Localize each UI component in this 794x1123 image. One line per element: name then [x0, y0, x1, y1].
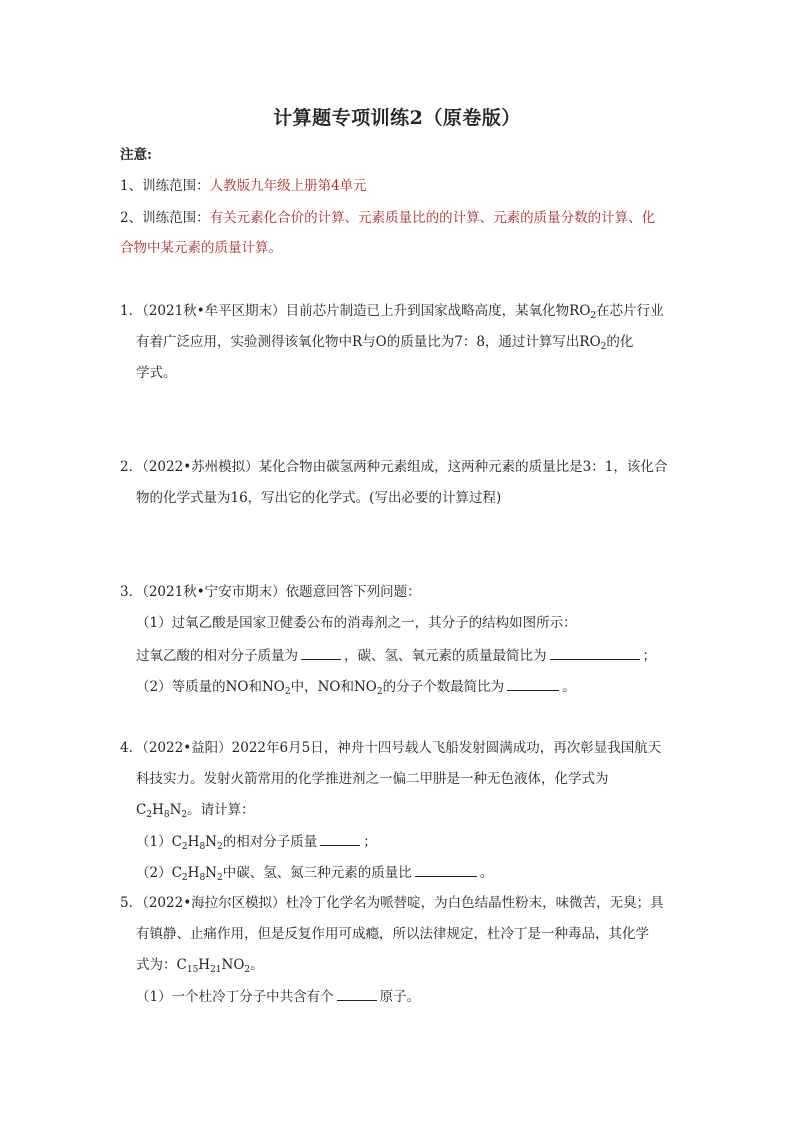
q4-text: H: [152, 802, 164, 818]
notice-item-2: [120, 209, 655, 227]
notice-item-1: [120, 177, 367, 195]
page-title: 计算题专项训练2（原卷版）: [273, 107, 521, 129]
q4-text: ；: [363, 834, 377, 850]
q3-text: （2）等质量的NO和NO: [136, 679, 285, 695]
q4-text: 的相对分子质量: [222, 834, 318, 850]
question-3-line-2: （1）过氧乙酸是国家卫健委公布的消毒剂之一，其分子的结构如图所示：: [136, 615, 577, 631]
question-1-line-3: 学式。: [136, 365, 177, 381]
question-5-line-3: [136, 956, 264, 974]
q4-text: 。: [479, 865, 494, 881]
q3-subscript: 2: [376, 687, 383, 697]
q4-subscript: 8: [199, 842, 206, 852]
q4-text: H: [187, 834, 200, 850]
answer-blank[interactable]: [301, 646, 341, 660]
answer-blank[interactable]: [320, 832, 360, 846]
q4-text: 中碳、氢、氮三种元素的质量比: [222, 865, 412, 881]
q5-subscript: 21: [210, 965, 222, 975]
q1-text: 1．（2021秋•牟平区期末）目前芯片制造已上升到国家战略高度，某氧化物RO: [120, 303, 591, 319]
q3-text: 过氧乙酸的相对分子质量为: [136, 648, 298, 664]
q3-text: ；: [642, 648, 656, 664]
question-3-line-3: [136, 646, 656, 665]
q3-text: ，碳、氢、氧元素的质量最简比为: [344, 648, 547, 664]
question-4-line-1: 4．（2022•益阳）2022年6月5日，神舟十四号载人飞船发射圆满成功，再次彰显我国航天: [120, 740, 662, 756]
q3-text: 。: [562, 679, 576, 695]
question-4-line-2: 科技实力。发射火箭常用的化学推进剂之一偏二甲肼是一种无色液体，化学式为: [136, 771, 609, 787]
notice-label: 注意:: [120, 147, 152, 163]
q4-subscript: 8: [199, 873, 206, 883]
notice-item-2-prefix: 2、训练范围：: [120, 210, 210, 226]
q3-text: 中，NO和NO: [290, 679, 377, 695]
q4-subscript: 2: [216, 873, 223, 883]
q1-text: 在芯片行业: [596, 303, 664, 319]
q5-text: 原子。: [379, 989, 421, 1005]
q4-text: （1）C: [136, 834, 182, 850]
q5-subscript: 15: [186, 965, 199, 975]
question-1-line-2: [136, 333, 633, 351]
q4-text: （2）C: [136, 865, 182, 881]
question-3-line-4: [136, 677, 576, 696]
q4-text: 。请计算：: [187, 802, 255, 818]
notice-item-2-continued: 合物中某元素的质量计算。: [120, 240, 282, 256]
question-5-line-2: 有镇静、止痛作用，但是反复作用可成瘾，所以法律规定，杜冷丁是一种毒品，其化学: [136, 926, 649, 942]
q5-text: 。: [250, 957, 264, 973]
q5-text: H: [198, 957, 211, 973]
q4-text: N: [205, 834, 217, 850]
q1-text: 的化: [606, 334, 634, 350]
notice-item-1-prefix: 1、训练范围：: [120, 178, 210, 194]
notice-item-2-text: 有关元素化合价的计算、元素质量比的的计算、元素的质量分数的计算、化: [209, 210, 656, 226]
answer-blank[interactable]: [507, 677, 559, 691]
notice-item-1-text: 人教版九年级上册第4单元: [209, 178, 367, 194]
q4-text: N: [169, 802, 182, 818]
q4-text: C: [136, 802, 147, 818]
q4-text: N: [205, 865, 217, 881]
answer-blank[interactable]: [337, 987, 377, 1001]
question-1-line-1: [120, 302, 664, 320]
q1-subscript: 2: [600, 342, 607, 352]
answer-blank[interactable]: [550, 646, 640, 660]
question-5-line-1: 5．（2022•海拉尔区模拟）杜冷丁化学名为哌替啶，为白色结晶性粉末，味微苦，无臭；具: [120, 895, 664, 911]
q3-text: 的分子个数最简比为: [382, 679, 505, 695]
q3-subscript: 2: [284, 687, 291, 697]
q4-subscript: 2: [181, 842, 188, 852]
q5-subscript: 2: [244, 965, 251, 975]
q4-text: H: [187, 865, 200, 881]
q4-subscript: 8: [163, 810, 170, 820]
question-5-line-4: [136, 987, 420, 1006]
q4-subscript: 2: [181, 873, 188, 883]
q4-subscript: 2: [181, 810, 188, 820]
question-4-line-3: [136, 801, 255, 819]
q1-text: 有着广泛应用，实验测得该氧化物中R与O的质量比为7：8，通过计算写出RO: [136, 334, 601, 350]
question-3-line-1: 3．（2021秋•宁安市期末）依题意回答下列问题：: [120, 584, 421, 600]
answer-blank[interactable]: [415, 863, 477, 877]
question-4-line-4: [136, 832, 377, 851]
q4-subscript: 2: [146, 810, 153, 820]
question-2-line-1: 2．（2022•苏州模拟）某化合物由碳氢两种元素组成，这两种元素的质量比是3：1，该化合: [120, 459, 668, 475]
q1-subscript: 2: [590, 311, 597, 321]
q5-text: NO: [221, 957, 245, 973]
question-4-line-5: [136, 863, 493, 882]
q4-subscript: 2: [216, 842, 223, 852]
q5-text: （1）一个杜冷丁分子中共含有个: [136, 989, 334, 1005]
q5-text: 式为：C: [136, 957, 187, 973]
question-2-line-2: 物的化学式量为16，写出它的化学式。(写出必要的计算过程): [136, 490, 502, 506]
